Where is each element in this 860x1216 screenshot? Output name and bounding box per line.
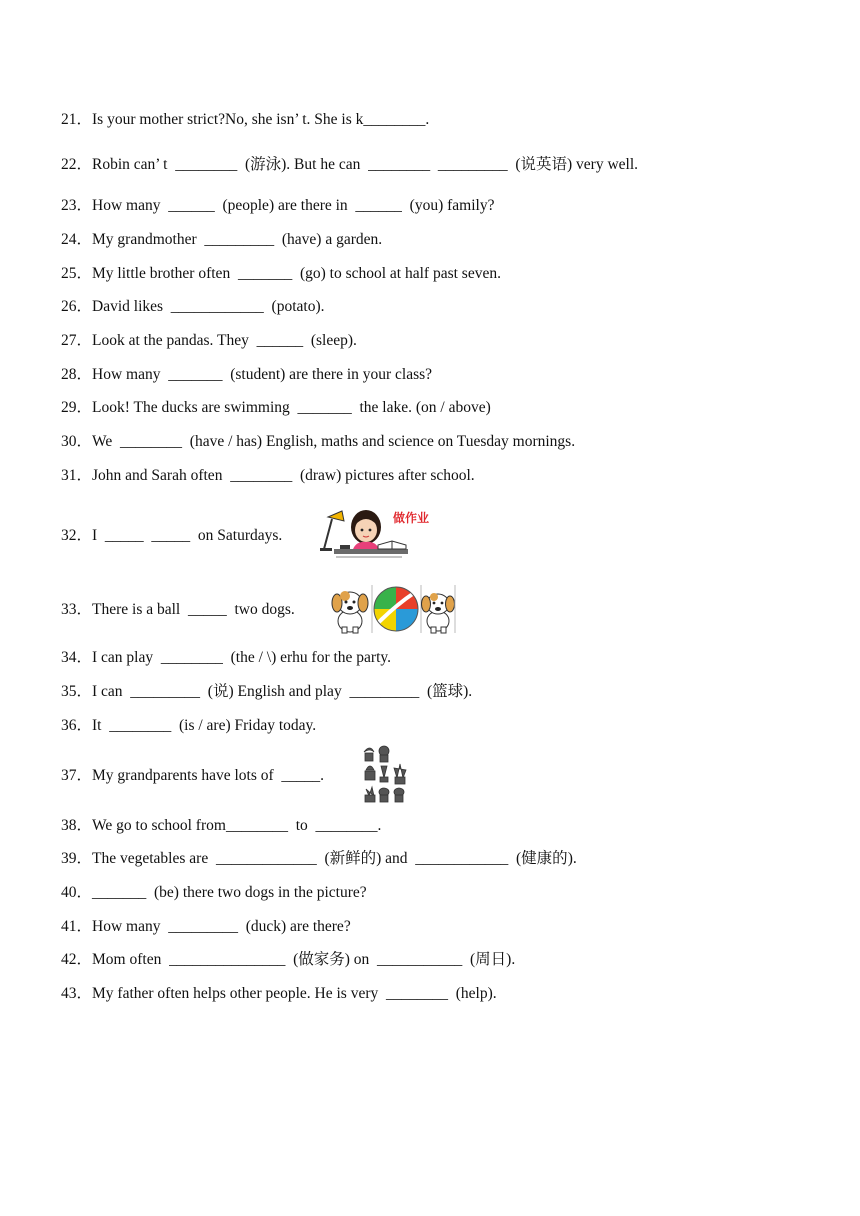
dog-icon — [332, 591, 368, 633]
question-24: 24．My grandmother _________ (have) a garden. — [61, 231, 383, 248]
homework-picture — [318, 505, 436, 561]
question-23: 23．How many ______ (people) are there in ______ (you) family? — [61, 197, 495, 214]
homework-caption: 做作业 — [393, 511, 430, 525]
question-37: 37．My grandparents have lots of _____. — [61, 767, 325, 784]
question-30: 30．We ________ (have / has) English, maths and science on Tuesday mornings. — [61, 433, 576, 450]
question-29: 29．Look! The ducks are swimming _______ the lake. (on / above) — [61, 399, 491, 416]
ball-icon — [374, 587, 418, 631]
question-34: 34．I can play ________ (the / \) erhu for the party. — [61, 649, 392, 666]
question-32: 32．I _____ _____ on Saturdays. — [61, 527, 283, 544]
plants-picture — [360, 744, 410, 804]
question-42: 42．Mom often _______________ (做家务) on ___________ (周日). — [61, 951, 516, 968]
question-27: 27．Look at the pandas. They ______ (sleep). — [61, 332, 357, 349]
question-36: 36．It ________ (is / are) Friday today. — [61, 717, 317, 734]
question-22: 22．Robin can’ t ________ (游泳). But he can ________ _________ (说英语) very well. — [61, 156, 639, 173]
question-33: 33．There is a ball _____ two dogs. — [61, 601, 295, 618]
question-43: 43．My father often helps other people. He is very ________ (help). — [61, 985, 497, 1002]
question-25: 25．My little brother often _______ (go) to school at half past seven. — [61, 265, 501, 282]
dog-ball-dog-icon — [328, 583, 456, 635]
question-38: 38．We go to school from________ to ________. — [61, 817, 382, 834]
question-31: 31．John and Sarah often ________ (draw) pictures after school. — [61, 467, 475, 484]
question-26: 26．David likes ____________ (potato). — [61, 298, 325, 315]
dog-icon — [422, 593, 455, 633]
ball-between-dogs-picture — [328, 583, 456, 635]
question-39: 39．The vegetables are _____________ (新鲜的) and ____________ (健康的). — [61, 850, 577, 867]
question-41: 41．How many _________ (duck) are there? — [61, 918, 351, 935]
question-21: 21．Is your mother strict?No, she isn’ t. She is k________. — [61, 111, 430, 128]
question-40: 40．_______ (be) there two dogs in the picture? — [61, 884, 367, 901]
potted-plants-icon — [360, 744, 410, 804]
question-28: 28．How many _______ (student) are there in your class? — [61, 366, 433, 383]
question-35: 35．I can _________ (说) English and play _________ (篮球). — [61, 683, 473, 700]
